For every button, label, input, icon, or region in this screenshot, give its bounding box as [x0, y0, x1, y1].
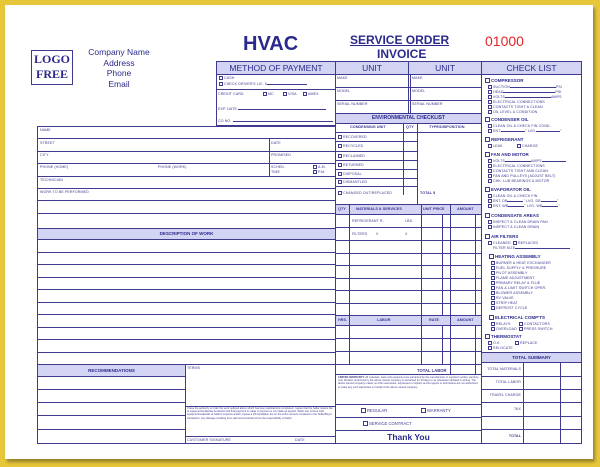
checkbox-icon	[338, 191, 342, 195]
checkbox-icon	[338, 163, 342, 167]
logo-line2: FREE	[35, 67, 68, 81]
payment-visa[interactable]: VISA	[283, 92, 297, 96]
summary-tax: TAX	[513, 407, 521, 411]
fan-motor-section[interactable]: FAN AND MOTOR	[485, 152, 529, 158]
work-lines	[37, 200, 336, 229]
summary-table	[481, 362, 582, 444]
env-item-returned[interactable]: RETURNED	[338, 163, 364, 167]
technician-field[interactable]: TECHNICIAN	[40, 178, 63, 182]
company-info	[79, 47, 159, 89]
materials-filters-x2: X	[405, 232, 408, 236]
service-type-regular[interactable]: REGULAR	[361, 408, 387, 413]
materials-refrigerant-lbs: LBS.	[405, 219, 414, 223]
materials-col-price: UNIT PRICE	[423, 207, 445, 211]
company-email: Email	[108, 78, 130, 89]
environmental-header: ENVIRONMENTAL CHECKLIST	[335, 113, 482, 124]
pm-checkbox[interactable]: P.M.	[313, 170, 325, 174]
checkbox-icon	[338, 180, 342, 184]
checkbox-icon	[363, 421, 368, 426]
unit2-serial[interactable]: SERIAL NUMBER	[412, 102, 443, 106]
payment-exp-date[interactable]: EXP. DATE	[218, 107, 326, 111]
checkbox-icon	[338, 135, 342, 139]
company-name: Company Name	[88, 47, 150, 57]
service-order-title: SERVICE ORDER	[350, 33, 450, 47]
checkbox-icon	[338, 172, 342, 176]
payment-header: METHOD OF PAYMENT	[216, 61, 336, 75]
materials-col-desc: MATERIALS & SERVICES	[356, 207, 402, 211]
company-address: Address	[103, 57, 135, 68]
service-type-warranty[interactable]: WARRANTY	[421, 408, 451, 413]
logo-box	[31, 50, 73, 85]
payment-check[interactable]: CHECK DRIVER'S LIC. #	[219, 82, 307, 86]
checkbox-icon	[313, 170, 317, 174]
unit1-serial[interactable]: SERIAL NUMBER	[337, 102, 368, 106]
checkbox-icon	[303, 92, 307, 96]
summary-total-materials: TOTAL MATERIALS	[487, 367, 521, 371]
terms-area	[185, 364, 336, 444]
hvac-title: HVAC	[243, 33, 299, 55]
env-col-qty: QTY	[406, 125, 414, 129]
customer-street-field[interactable]: STREET	[40, 141, 55, 145]
materials-col-amount: AMOUNT	[457, 207, 474, 211]
electrical-section[interactable]: ELECTRICAL COMP'TS	[489, 315, 545, 321]
env-total: TOTAL $	[420, 191, 436, 195]
recommendations-area[interactable]	[37, 376, 186, 444]
labor-col-labor: LABOR	[377, 318, 391, 322]
signature-date-field[interactable]: DATE	[295, 438, 305, 442]
checkbox-icon	[338, 154, 342, 158]
description-header: DESCRIPTION OF WORK	[37, 228, 336, 240]
checkbox-icon	[338, 144, 342, 148]
compressor-section[interactable]: COMPRESSOR	[485, 78, 524, 84]
customer-signature-field[interactable]: CUSTOMER SIGNATURE	[187, 438, 231, 442]
labor-col-rate: RATE	[429, 318, 440, 322]
refrigerant-section[interactable]: REFRIGERANT	[485, 137, 524, 143]
materials-refrigerant[interactable]: REFRIGERANT R-	[352, 219, 384, 223]
terms-authorization-text: I have the authority to order the work outlined above which has been satisfactorily completed. I agree that the Seller retains title to equipment/materials furnished until final payment is made. If payment is not made as agreed, Seller can remove said equipment/materials at Seller's expense and/or impose a 2% liquidation fee on the entire amount contained in the Seller/Buyer transaction. Any damage resulting from said removal shall not be the responsibility of Seller.	[187, 407, 333, 420]
unit1-model[interactable]: MODEL	[337, 89, 351, 93]
service-order-form	[5, 5, 593, 459]
materials-filters[interactable]: FILTERS	[352, 232, 368, 236]
unit1-panel	[335, 74, 409, 114]
unit2-model[interactable]: MODEL	[412, 89, 426, 93]
work-to-be-performed-field[interactable]: WORK TO BE PERFORMED	[40, 190, 89, 194]
sched-label: SCHED.	[271, 165, 286, 169]
materials-filters-x1: X	[376, 232, 379, 236]
terms-label: TERMS	[187, 366, 201, 370]
invoice-number: 01000	[485, 33, 524, 49]
condensate-section[interactable]: CONDENSATE AREAS	[485, 213, 539, 219]
unit2-panel	[410, 74, 482, 114]
labor-table	[335, 325, 482, 375]
heating-section[interactable]: HEATING ASSEMBLY	[489, 254, 541, 260]
env-item-disposal[interactable]: DISPOSAL	[338, 172, 362, 176]
customer-date-field[interactable]: DATE	[271, 141, 281, 145]
env-item-recycled[interactable]: RECYCLED	[338, 144, 363, 148]
customer-phone-work-field[interactable]: PHONE (WORK)	[158, 165, 187, 169]
thank-you-text: Thank You	[387, 432, 430, 442]
summary-total-labor: TOTAL LABOR	[495, 380, 521, 384]
air-filters-section[interactable]: AIR FILTERS	[485, 234, 518, 240]
env-item-dismantled[interactable]: DISMANTLED	[338, 180, 367, 184]
env-item-recovered[interactable]: RECOVERED	[338, 135, 367, 139]
customer-name-field[interactable]: NAME	[40, 128, 51, 132]
env-item-reclaimed[interactable]: RECLAIMED	[338, 154, 365, 158]
time-label: TIME	[271, 170, 280, 174]
payment-co-no[interactable]: CO NO.	[218, 119, 333, 123]
checkbox-icon	[421, 408, 426, 413]
env-item-changed-out[interactable]: CHANGED OUT/REPLACED	[338, 191, 392, 195]
summary-header: TOTAL SUMMARY	[481, 352, 582, 363]
materials-col-qty: QTY	[338, 207, 346, 211]
unit2-make[interactable]: MAKE	[412, 76, 423, 80]
recommendations-header: RECOMMENDATIONS	[37, 364, 186, 377]
env-col-unit: CONDENSING UNIT	[350, 125, 386, 129]
logo-line1: LOGO	[33, 52, 70, 66]
summary-travel-charge: TRAVEL CHARGE	[489, 393, 521, 397]
company-phone: Phone	[106, 68, 132, 78]
payment-cash[interactable]: CASH	[219, 76, 234, 80]
payment-amex[interactable]: AMEX	[303, 92, 319, 96]
unit1-make[interactable]: MAKE	[337, 76, 348, 80]
payment-credit-card-label: CREDIT CARD	[218, 92, 244, 96]
unit1-header: UNIT	[335, 61, 409, 75]
evaporator-section[interactable]: EVAPORATOR OIL	[485, 187, 531, 193]
warranty-text: LIMITED WARRANTY: All materials, parts and equipment are warranted by the manufacturer or supplier's written warranty only. All labor performed by the above named company is warranted for 30 days or as otherwise indicated in writing. The above named company makes no other warranties, expressed or implied, and its agents or technicians are not authorized to make any such warranties on behalf of the above named company.	[338, 376, 479, 389]
checkbox-icon	[313, 165, 317, 169]
checkbox-icon[interactable]	[219, 76, 223, 80]
customer-phone-home-field[interactable]: PHONE (HOME)	[40, 165, 69, 169]
checkbox-icon	[263, 92, 267, 96]
service-type-contract[interactable]: SERVICE CONTRACT	[363, 421, 412, 426]
thermostat-section[interactable]: THERMOSTAT	[485, 334, 522, 340]
labor-col-amount: AMOUNT	[457, 318, 474, 322]
am-checkbox[interactable]: A.M.	[313, 165, 326, 169]
env-col-type: TYPE/DISPOSITION	[429, 125, 465, 129]
customer-city-field[interactable]: CITY	[40, 153, 49, 157]
checklist-content: COMPRESSOR SUCTION PSI HEAD PSI VOLTS AMPS ELECTRICAL CONNECTIONS CONTACTS TIGHT & CLEAN OIL LEVEL & CONDITION CONDENSER OIL CLEAN OIL & CHECK FIN COND. ENT. ° LVG. ° REFRIGERANT LEAK CHARGE FAN AND MOTOR VOLTS AMPS ELECTRICAL CONNECTIONS CONTACTS TIGHT AND CLEAN FAN AND PULLEYS (ADJUST BELT) CHK. LUB BEARINGS & MOTOR EVAPORATOR OIL CLEAN OIL & CHECK FIN ENT. DB ° LVG. DB ° ENT. WB ° LVG. WB ° CONDENSATE AREAS INSPECT & CLEAN DRAIN PAN INSPECT & CLEAN DRAIN AIR FILTERS CLEANED REPLACED FILTER SIZE HEATING ASSEMBLY BURNER & HEAT EXCHANGER FUEL SUPPLY & PRESSURE PILOT ASSEMBLY FLAME ADJUSTMENT PRIMARY RELAY & FLUE FAN & LIMIT SWITCH OPER. BLOWER ASSEMBLY RV VALVE STRIP HEAT DEFROST CYCLE ELECTRICAL COMP'TS RELAYS CONTACTORS OVERLOAD PRESS SWITCH THERMOSTAT O.K. REPLACE RELOCATE	[485, 77, 580, 351]
customer-promised-field[interactable]: PROMISED	[271, 153, 291, 157]
invoice-title: INVOICE	[377, 47, 427, 61]
payment-mc[interactable]: MC	[263, 92, 274, 96]
checkbox-icon	[361, 408, 366, 413]
labor-col-hrs: HRS.	[338, 318, 348, 322]
summary-total: TOTAL	[508, 434, 521, 438]
total-labor-label: TOTAL LABOR	[417, 368, 447, 373]
unit2-header: UNIT	[408, 61, 482, 75]
checkbox-icon[interactable]	[219, 82, 223, 86]
checkbox-icon	[283, 92, 287, 96]
checklist-header: CHECK LIST	[481, 61, 582, 75]
condenser-section[interactable]: CONDENSER OIL	[485, 117, 529, 123]
